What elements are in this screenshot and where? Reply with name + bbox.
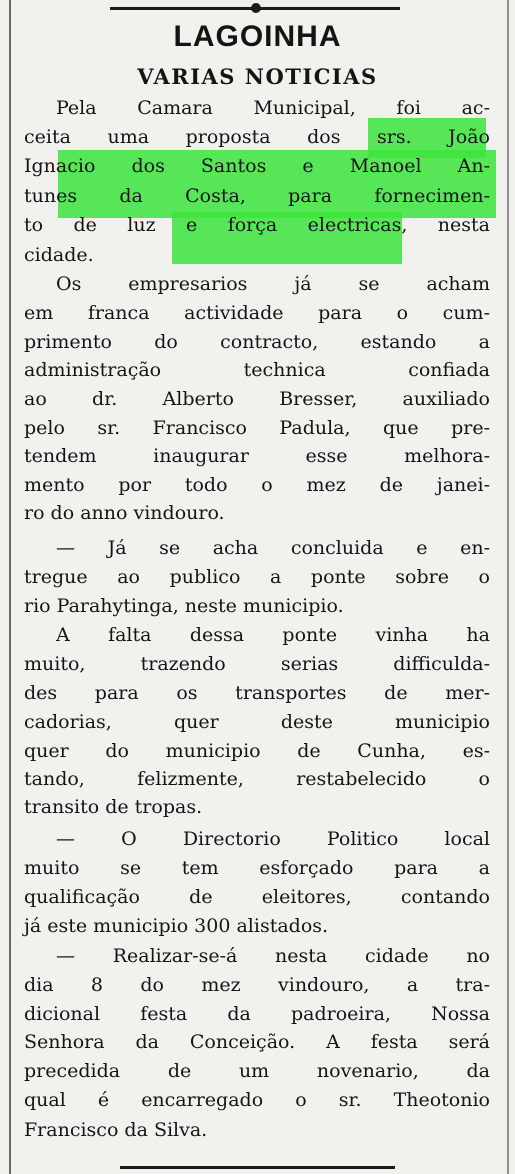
text-line: dicional festa da padroeira, Nossa [24,1003,490,1025]
text-line: des para os transportes de mer- [24,682,490,704]
text-line: ceita uma proposta dos srs. João [24,126,490,148]
text-line: ro do anno vindouro. [24,502,225,524]
text-line: — Realizar-se-á nesta cidade no [56,945,490,967]
text-line: Senhora da Conceição. A festa será [24,1031,490,1053]
column-rule-right [507,0,509,1174]
text-line: tregue ao publico a ponte sobre o [24,566,490,588]
text-line: tunes da Costa, para fornecimen- [24,185,490,207]
text-line: cadorias, quer deste municipio [24,711,490,733]
top-ornament-dot [251,3,261,13]
column-rule-left [9,0,11,1174]
text-line: dia 8 do mez vindouro, a tra- [24,974,490,996]
text-line: Os empresarios já se acham [56,273,490,295]
text-line: qual é encarregado o sr. Theotonio [24,1089,490,1111]
text-line: to de luz e força electricas, nesta [24,214,490,236]
text-line: mento por todo o mez de janei- [24,474,490,496]
text-line: muito, trazendo serias difficulda- [24,653,490,675]
subhead: VARIAS NOTICIAS [137,64,378,89]
text-line: em franca actividade para o cum- [24,302,490,324]
text-line: precedida de um novenario, da [24,1060,490,1082]
headline: LAGOINHA [173,20,342,53]
text-line: transito de tropas. [24,796,203,818]
text-line: cidade. [24,244,94,266]
text-line: administração technica confiada [24,359,490,381]
text-line: muito se tem esforçado para a [24,857,490,879]
text-line: qualificação de eleitores, contando [24,886,490,908]
text-line: quer do municipio de Cunha, es- [24,740,490,762]
text-line: ao dr. Alberto Bresser, auxiliado [24,388,490,410]
text-line: rio Parahytinga, neste municipio. [24,595,344,617]
text-line: primento do contracto, estando a [24,331,490,353]
text-line: pelo sr. Francisco Padula, que pre- [24,417,490,439]
text-line: tendem inaugurar esse melhora- [24,445,490,467]
text-line: Ignacio dos Santos e Manoel An- [24,155,490,177]
text-line: A falta dessa ponte vinha ha [56,624,490,646]
text-line: tando, felizmente, restabelecido o [24,768,490,790]
text-line: — Já se acha concluida e en- [56,537,490,559]
bottom-rule [120,1166,395,1169]
text-line: já este municipio 300 alistados. [24,915,329,937]
text-line: — O Directorio Politico local [56,828,490,850]
text-line: Francisco da Silva. [24,1119,208,1141]
text-line: Pela Camara Municipal, foi ac- [56,97,490,119]
